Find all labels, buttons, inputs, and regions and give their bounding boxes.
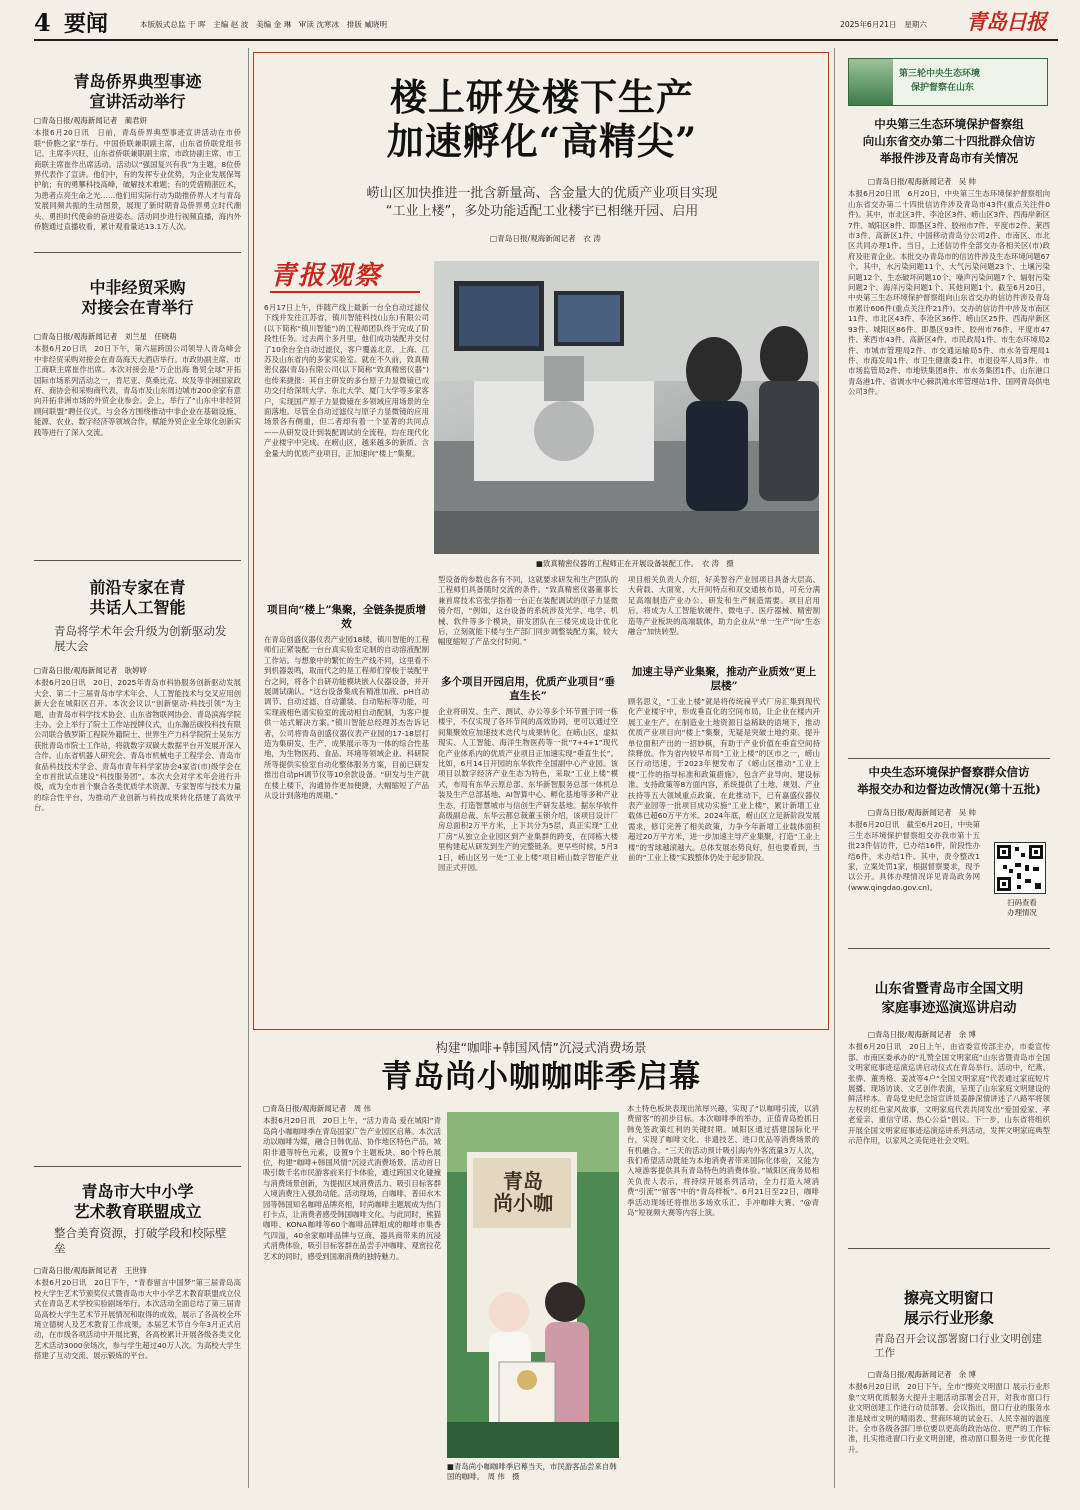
divider — [848, 758, 1050, 759]
badge-text — [899, 67, 980, 95]
article-title — [848, 1288, 1050, 1328]
coffee-kicker: 构建“咖啡+韩国风情”沉浸式消费场景 — [435, 1040, 647, 1055]
article-body: 本报6月20日讯 20日上午，“活力青岛 爱在城阳”青岛尚小咖咖啡季在青岛国家广告产业园区启幕。本次活动以咖啡为媒，融合日韩优品、协作地区特色产品，城阳非遗等特色元素，设置9个主题板块、80个特色展位，构建“咖啡+韩国风情”沉浸式消费场景。活动首日吸引数千名市民游客前来打卡体验，通过跨国文化碰撞与消费场景创新，为提振区域消费活力、吸引目标客群入境消费注入强劲动能。活动现场，白咖啡、普田水木园等韩国知名咖啡品牌亮相，时尚咖啡主题展成为热门打卡点，让消费者感受韩国咖啡文化。与此同时，熊猫咖啡、KONA咖啡等60个咖啡品牌组成的咖啡市集香气四溢，40余家咖啡品牌与豆商、器具商带来的沉浸式消费体验，吸引目标客群在品尝手冲咖啡、观赏拉花艺术的同时，感受到国潮消费的独特魅力。 — [263, 1116, 441, 1261]
article-body: 6月17日上午，伴随产线上最新一台全自动过滤仪下线并发往江苏省，镇川智能科技(山东)有限公司(以下简称“镇川智能”)的工程师团队终于完成了阶段性任务。过去两个多月里，他们成功装配并交付了10余台全自动过滤仪，客户覆盖北京、上海、江苏及山东省内的多家实验室。就在不久前，致真精密仪器(青岛)有限公司(以下简称“致真精密仪器”)也传来捷报：其自主研发的多台原子力显微镜已成功交付给深圳大学、东北大学、厦门大学等多家客户，实现国产原子力显微镜在多领域应用场景的全面落地。尽管全自动过滤仪与原子力显微镜的应用场景各有侧重，但二者却有着一个显著的共同点——从研发设计到装配调试的全流程，均在现代化产业楼宇中完成。在崂山区，越来越多的新质、含金量大的优质产业项目，正加速向“楼上”集聚。 — [264, 303, 429, 458]
title-line-2: 宣讲活动举行 — [89, 92, 186, 111]
coffee-photo — [447, 1112, 619, 1458]
article-body: 本报6月20日讯 20日上午，由省委宣传部主办，市委宣传部、市南区委承办的“礼赞全国文明家庭”山东省暨青岛市全国文明家庭事迹巡演巡讲启动仪式在青岛举行。活动中，纪燕、张骅、董秀格、姜波等4户“全国文明家庭”代表通过家庭短片展播、现场访谈、文艺创作表演，呈现了山东家庭文明建设的鲜活样本。青岛党史纪念馆宣讲员姜静深情讲述了八路军将领左权的红色家风故事，文明家庭代表共同发出“爱国爱家、孝老爱亲、重信守诺、热心公益”倡议。下一步，山东省将组织开展全国文明家庭事迹巡演巡讲系列活动，发挥文明家庭典型示范作用，以家风之美促进社会文明。 — [848, 1042, 1050, 1146]
article-body: 企业将研发、生产、测试、办公等多个环节置于同一栋楼宇，不仅实现了各环节间的高效协同，更可以通过空间集聚效应加速技术迭代与成果转化。在崂山区，虚拟现实、人工智能、海洋生物医药等一批“7+4+1”现代化产业体系内的优质产业项目正加速实现“垂直生长”。比如，6月14日开园的东华软件全国副中心产业园。该项目以数字经济产业生态为特色，采取“工业上楼”模式，布局有东华云原总部、东华新智服务总部一体机总装及生产总部基地、AI智算中心、孵化基地等多种产业生态，打造智慧城市与信创生产研发基地。据东华软件高级副总裁、东华云都总裁董玉锁介绍，该项目设计厂房总面积2万平方米，上下共分为5层，真正实现“工业厂房”从独立企业园区到产业集群的跨变，在同栋大楼里构建起从研发到生产的完整链条。更早些时候，5月31日，崂山区另一处“工业上楼”项目崂山数字智能产业园正式开园。 — [438, 707, 618, 873]
divider — [34, 252, 241, 253]
divider — [848, 948, 1050, 949]
article-civilized-window — [848, 1254, 1050, 1504]
feature-box — [253, 52, 829, 1030]
divider — [848, 1248, 1050, 1249]
column-logo-underline — [270, 291, 420, 293]
divider — [34, 1166, 241, 1167]
lab-photo — [434, 261, 819, 554]
article-body: 本报6月20日讯 6月20日，中央第三生态环境保护督察组向山东省交办第二十四批信访件涉及青岛市43件(重点关注件0件)。其中，市北区3件、李沧区3件、崂山区3件、西海岸新区7件、城阳区8件、即墨区3件、胶州市7件、平度市2件、莱西市3件、高新区1件、中国移动青岛分公司2件、市南区、市北区共同办理1件。当日，上述信访件全部交办各相关区(市)政府及驻青企业。本批交办青岛市的信访件涉及生态环境问题67个。其中，水污染问题11个、大气污染问题23个、土壤污染问题12个、生态破坏问题10个、噪声污染问题7个、辐射污染问题2个、海洋污染问题1个、其他问题1个。截至6月20日，中央第三生态环境保护督察组向山东省交办的信访件涉及青岛市累计606件(重点关注件21件)。交办的信访件中涉及市南区11件、市北区43件、李沧区36件、崂山区25件、西海岸新区93件、城阳区86件、即墨区93件、胶州市76件、平度市47件、莱西市43件、高新区4件、市民政局1件、市生态环境局2件、市城市管理局2件、市交通运输局5件、市水务管理局1件、市海发局1件、市卫生健康委1件、市退役军人局3件、市市场监管局2件、市地铁集团8件、市水务集团1件、山东港口青岛港1件、省调水中心棘洪滩水库管理站1件、国网青岛供电公司3件。 — [848, 189, 1050, 397]
coffee-article — [253, 1032, 829, 1502]
masthead-rule — [34, 39, 1058, 41]
byline: □青岛日报/观海新闻记者 耿婷婷 — [34, 666, 147, 675]
badge-line-2: 保护督察在山东 — [911, 83, 975, 93]
title-line-1: 擦亮文明窗口 — [903, 1289, 994, 1307]
divider — [34, 560, 241, 561]
feature-headline — [254, 75, 830, 163]
column-divider-right — [834, 48, 835, 1488]
title-line-1: 中央生态环境保护督察群众信访 — [868, 765, 1030, 779]
coffee-headline: 青岛尚小咖咖啡季启幕 — [381, 1059, 701, 1095]
title-line-2: 对接会在青举行 — [81, 298, 194, 317]
issue-date: 2025年6月21日 星期六 — [840, 20, 927, 29]
title-line-2: 向山东省交办第二十四批群众信访 — [862, 134, 1036, 148]
feature-subhead — [254, 185, 830, 221]
byline: □青岛日报/观海新闻记者 吴 帅 — [868, 808, 976, 817]
article-body: 本报6月20日讯 20日下午，“青春留言中国梦”第三届青岛高校大学生艺术节颁奖仪式暨青岛市大中小学艺术教育联盟成立仪式在青岛艺术学校实验剧场举行。本次活动全面总结了第三届青岛高校大学生艺术节开展情况和取得的成效，展示了各高校全环境立德树人及艺术教育工作成果。本届艺术节自今年3月正式启动，在市级各项活动中开展比赛，各高校累计开展各级各类文化艺术活动3000余场次，参与学生超过40万人次。为高校大学生搭建了互动交流、展示锻炼的平台。 — [34, 1278, 241, 1361]
column-logo — [270, 255, 430, 299]
byline: □青岛日报/观海新闻记者 蔺君妍 — [34, 116, 147, 125]
feature-column-3 — [628, 575, 820, 1025]
coffee-column-1 — [263, 1104, 441, 1494]
byline: □青岛日报/观海新闻记者 吴 帅 — [868, 177, 976, 186]
subhead-line-1: 崂山区加快推进一批含新量高、含金量大的优质产业项目实现 — [366, 186, 718, 201]
article-inspection-batch-24 — [848, 116, 1050, 756]
article-body: 本报6月20日讯 20日下午，全市“擦亮文明窗口 展示行业形象”文明优质服务大提升主题活动部署会召开，对我市窗口行业文明创建工作进行动员部署。会议指出，窗口行业的服务水准是城市文明的晴雨表、营商环境的试金石、人民幸福的温度计。全市各级各部门单位要以更高的政治站位、更严的工作标准，扎实推进窗口行业文明创建，推动窗口服务进一步优化提升。 — [848, 1382, 1050, 1454]
article-title — [848, 764, 1050, 798]
article-art-education — [34, 1170, 241, 1500]
article-body: 本土特色板块表现出浓厚兴趣，实现了“以咖啡引流，以消费留客”的初步目标。本次咖啡季的举办，正值青岛抢抓日韩免签政策红利的关键时期。城阳区通过搭建国际化平台，实现了咖啡文化、非遗技艺、进口优品等消费场景的有机融合。“三天的活动预计吸引海内外客流量3万人次，我们希望活动既能为本地消费者带来国际化体验，又能为入境游客提供具有青岛特色的消费体验。”城阳区商务局相关负责人表示，将持续开展系列活动，全力打造入境消费“引流”“留客”中的“青岛样板”。6月21日至22日，咖啡季活动现场还将推出多场欢乐汇、手冲咖啡大赛、“@青岛”短视频大赛等内容上演。 — [627, 1104, 819, 1218]
feature-byline: □青岛日报/观海新闻记者 衣 涛 — [490, 234, 601, 243]
article-body: 本报6月20日讯 20日，2025年青岛市科协服务创新驱动发展大会、第二十三届青岛市学术年会、人工智能技术与交叉应用创新大会在城阳区召开。本次会议以“创新驱动·科技引领”为主题，由青岛市科学技术协会、山东省物联网协会、青岛滨海学院主办。会上举行了院士工作站授牌仪式，山东瀚岳碳投科技有限公司联合俄罗斯工程院外籍院士、世界生产力科学院院士吴东方获批青岛市院士工作站，将就数字双碳大数据平台开发展开深入合作。山东省机器人研究会、青岛市机械电子工程学会、青岛市食品科技技术学会、青岛市青年科学家协会4家省(市)级学会在全市首批试点建设“科技服务团”。本次大会对学术年会进行升级，成为全市首个聚合各类优质学术资源、专家智库与技术力量的综合性平台，为推动产业创新与科技成果转化搭建了高效平台。 — [34, 678, 241, 813]
section-heading: 项目向“楼上”集聚，全链条提质增效 — [266, 604, 427, 630]
byline: □青岛日报/观海新闻记者 余 博 — [868, 1030, 976, 1039]
coffee-column-2 — [627, 1104, 819, 1494]
inspection-badge — [848, 58, 1048, 106]
lab-photo-illustration — [434, 261, 819, 554]
title-line-2: 共话人工智能 — [89, 598, 186, 617]
article-title — [34, 278, 241, 318]
qr-caption-line-2: 办理情况 — [1007, 908, 1037, 917]
credits-line: 本版版式总监 于 晖 主编 赵 波 美编 金 琳 审读 沈寒冰 排版 臧晓明 — [140, 20, 388, 29]
coffee-photo-illustration — [447, 1112, 619, 1458]
article-body: 本报6月20日讯 日前，青岛侨界典型事迹宣讲活动在市侨联“侨胞之家”举行。中国侨联兼职副主席，山东省侨联党组书记、主席李兴旺，山东省侨联兼职副主席，市政协副主席、市工商联主席崔作出席活动。活动以“强国复兴有我”为主题，8位侨界代表作了宣讲。他们中，有的发挥专业优势，为企业发展保驾护航；有的勇攀科技高峰，破解技术难题；有的凭借精湛匠术，为患者点亮生命之光……他们用实际行动为助推侨界人才与青岛发展同频共振的生动图景，展现了新时期青岛侨界勇立时代潮头、勇担时代使命的奋进姿态。活动同步进行视频直播，海内外侨胞通过直播收看，累计观看量达13.1万人次。 — [34, 128, 241, 232]
newspaper-logo: 青岛日报 — [966, 9, 1046, 34]
section-name: 要闻 — [64, 11, 109, 37]
article-overseas-chinese — [34, 48, 241, 268]
article-title — [848, 980, 1050, 1018]
article-body: 本报6月20日讯 20日下午，第六届跨国公司领导人青岛峰会中非经贸采购对接会在青岛海天大酒店举行。市政协副主席、市工商联主席崔作出席。本次对接会是“万企出海 鲁贸全球”开拓国际市场系列活动之一，肯尼亚、莫桑比克、埃及等非洲国家政府、商协会和采购商代表，青岛市及山东周边城市200余家有意向开拓非洲市场的外贸企业参会。会上，举行了“山东中非经贸顾问联盟”聘任仪式。与会各方围绕推动中非企业在基础设施、能源、农业、数字经济等领域合作，赋能外贸企业全球化创新实践等进行了深入交流。 — [34, 344, 241, 437]
byline: □青岛日报/观海新闻记者 余 博 — [868, 1370, 976, 1379]
feature-column-2 — [438, 575, 618, 1025]
title-line-2: 展示行业形象 — [903, 1309, 994, 1327]
right-column — [842, 48, 1056, 1498]
title-line-2: 艺术教育联盟成立 — [73, 1202, 202, 1221]
subhead-line-2: “工业上楼”，多处功能适配工业楼宇已相继开园、启用 — [385, 204, 699, 219]
masthead — [0, 0, 1080, 44]
article-civilized-family — [848, 956, 1050, 1246]
photo-caption: ■青岛尚小咖咖啡季启幕当天，市民游客品尝来自韩国的咖啡。 周 伟 摄 — [447, 1462, 617, 1481]
qr-caption-line-1: 扫码查看 — [1007, 898, 1037, 907]
section-heading: 多个项目开园启用，优质产业项目“垂直生长” — [440, 676, 616, 702]
left-column — [34, 48, 241, 1498]
title-line-2: 举报交办和边督边改情况(第十五批) — [857, 782, 1041, 796]
article-body: 项目相关负责人介绍，好美智谷产业园项目具备大层高、大荷载、大面宽、大开间特点和双交通核布局，可充分满足高端制造产业办公、研发和生产制造需要。项目启用后，将成为人工智能软硬件、微电子、医疗器械、精密制造等产业板块的高端载体，助力企业从“单一生产”向“生态融合”加快转型。 — [628, 575, 820, 637]
title-line-1: 青岛侨界典型事迹 — [73, 72, 202, 91]
article-subtitle: 青岛将学术年会升级为创新驱动发展大会 — [54, 624, 227, 653]
article-subtitle: 青岛召开会议部署窗口行业文明创建工作 — [874, 1333, 1042, 1359]
title-line-1: 中非经贸采购 — [89, 278, 186, 297]
title-line-1: 山东省暨青岛市全国文明 — [874, 981, 1024, 997]
article-subtitle: 整合美育资源，打破学段和校际壁垒 — [54, 1226, 227, 1255]
article-body: 本报6月20日讯 截至6月20日，中央第三生态环境保护督察组交办我市第十五批23件信访件，已办结16件，阶段性办结6件，未办结1件。其中，责令整改1家，立案处罚1家，根据督察要求，现予以公开。具体办理情况详见青岛政务网(www.qingdao.gov.cn)。 — [848, 820, 980, 892]
title-line-1: 前沿专家在青 — [89, 578, 186, 597]
feature-column-1 — [264, 303, 429, 1023]
byline: □青岛日报/观海新闻记者 周 伟 — [263, 1104, 371, 1113]
badge-art — [849, 59, 893, 105]
byline: □青岛日报/观海新闻记者 刘兰星 任晓萌 — [34, 332, 177, 341]
column-logo-text: 青报观察 — [270, 261, 383, 291]
article-title — [34, 72, 241, 112]
article-title — [848, 116, 1050, 167]
qr-caption — [994, 898, 1050, 918]
qr-code[interactable] — [994, 842, 1046, 894]
article-body: 在青岛创盛仪器仪表产业园18楼，镇川智能的工程师们正紧装配一台台真实验室定制的自动溶液配制工作站。与想象中的繁忙的生产线不同，这里看不到机器轰鸣，取而代之的是工程师们穿梭于装配平台之间，将各个自研功能模块嵌入仪器设备，并开展调试确认。“这台设备集成有精准加液、pH自动调节、自动过滤、自动灌装、自动贴标等功能，可实现液相色谱实验室的流动相自动配制，为客户提供一站式解决方案。”镇川智能总经理苏杰告诉记者，公司将青岛创盛仪器仪表产业园的17-18层打造为集研发、生产、成果展示等为一体的综合性基地，为生物医药、食品、环境等领域企业、科研院所等提供实验室自动化整体服务方案，目前已研发推出自动pH调节仪等10余款设备。“研发与生产就在楼上楼下，沟通协作更加便捷，大幅缩短了产品从设计到落地的周期。” — [264, 635, 429, 801]
title-line-1: 中央第三生态环境保护督察组 — [874, 117, 1024, 131]
photo-sign-text — [477, 1170, 569, 1214]
sign-line-2: 尚小咖 — [493, 1191, 553, 1215]
article-body: 型设备的参数也各有不同，这就要求研发和生产团队的工程师们具备随时交流的条件。“致真精密仪器董事长兼首席技术官张学指着一台正在装配调试的原子力显微镜介绍，“例如，这台设备的系统涉及光学、电学、机械、软件等多个模块，研发团队在三楼完成设计优化后，立刻就能下楼与生产部门同步调整装配方案，较大幅度缩短了产品交付时间。” — [438, 575, 618, 647]
title-line-2: 家庭事迹巡演巡讲启动 — [881, 1000, 1017, 1016]
article-china-africa — [34, 256, 241, 556]
qr-code-icon — [995, 843, 1045, 893]
section-heading: 加速主导产业集聚，推动产业质效“更上层楼” — [631, 666, 817, 692]
photo-caption: ■致真精密仪器的工程师正在开展设备装配工作。 衣 涛 摄 — [536, 559, 734, 568]
article-body: 顾名思义，“工业上楼”就是将传统扁平式厂房汇集到现代化产业楼宇中，形成垂直化的空间布局，让企业在楼内开展工业生产。在制造业土地资源日益稀缺的语境下，推动优质产业项目向“楼上”集聚，无疑是突破土地约束、提升单位面积产出的一招妙棋，有助于产业价值在垂直空间持续释放。作为省内较早布局“工业上楼”的区市之一，崂山区行动迅速，于2023年便发布了《崂山区推动“工业上楼”工作的指导标准和政策措施》，包含产业导向、建设标准、支持政策等8方面内容，系统提供了土地、规划、产业扶持等五大领域重点政策。在此推动下，已有嘉盛仪器仪表产业园等一批项目成功实施“工业上楼”，累计新增工业载体已超60万平方米。2024年底，崂山区立足新阶段发展需求，修订完善了相关政策，力争今年新增工业载体面积超过20万平方米，进一步加速主导产业集聚，打造“工业上楼”的雪球越滚越大。总体发展态势良好，但也要看到，当前的“工业上楼”实践整体仍处于起步阶段。 — [628, 697, 820, 863]
title-line-3: 举报件涉及青岛市有关情况 — [880, 151, 1018, 165]
article-title — [34, 1182, 241, 1222]
column-divider-left — [248, 48, 249, 1488]
badge-line-1: 第三轮中央生态环境 — [899, 69, 981, 79]
sign-line-1: 青岛 — [503, 1169, 543, 1193]
headline-line-1: 楼上研发楼下生产 — [390, 75, 694, 119]
headline-line-2: 加速孵化“高精尖” — [386, 119, 698, 163]
page-number: 4 — [34, 8, 51, 37]
title-line-1: 青岛市大中小学 — [81, 1182, 194, 1201]
byline: □青岛日报/观海新闻记者 王世锋 — [34, 1266, 147, 1275]
article-title — [34, 578, 241, 618]
